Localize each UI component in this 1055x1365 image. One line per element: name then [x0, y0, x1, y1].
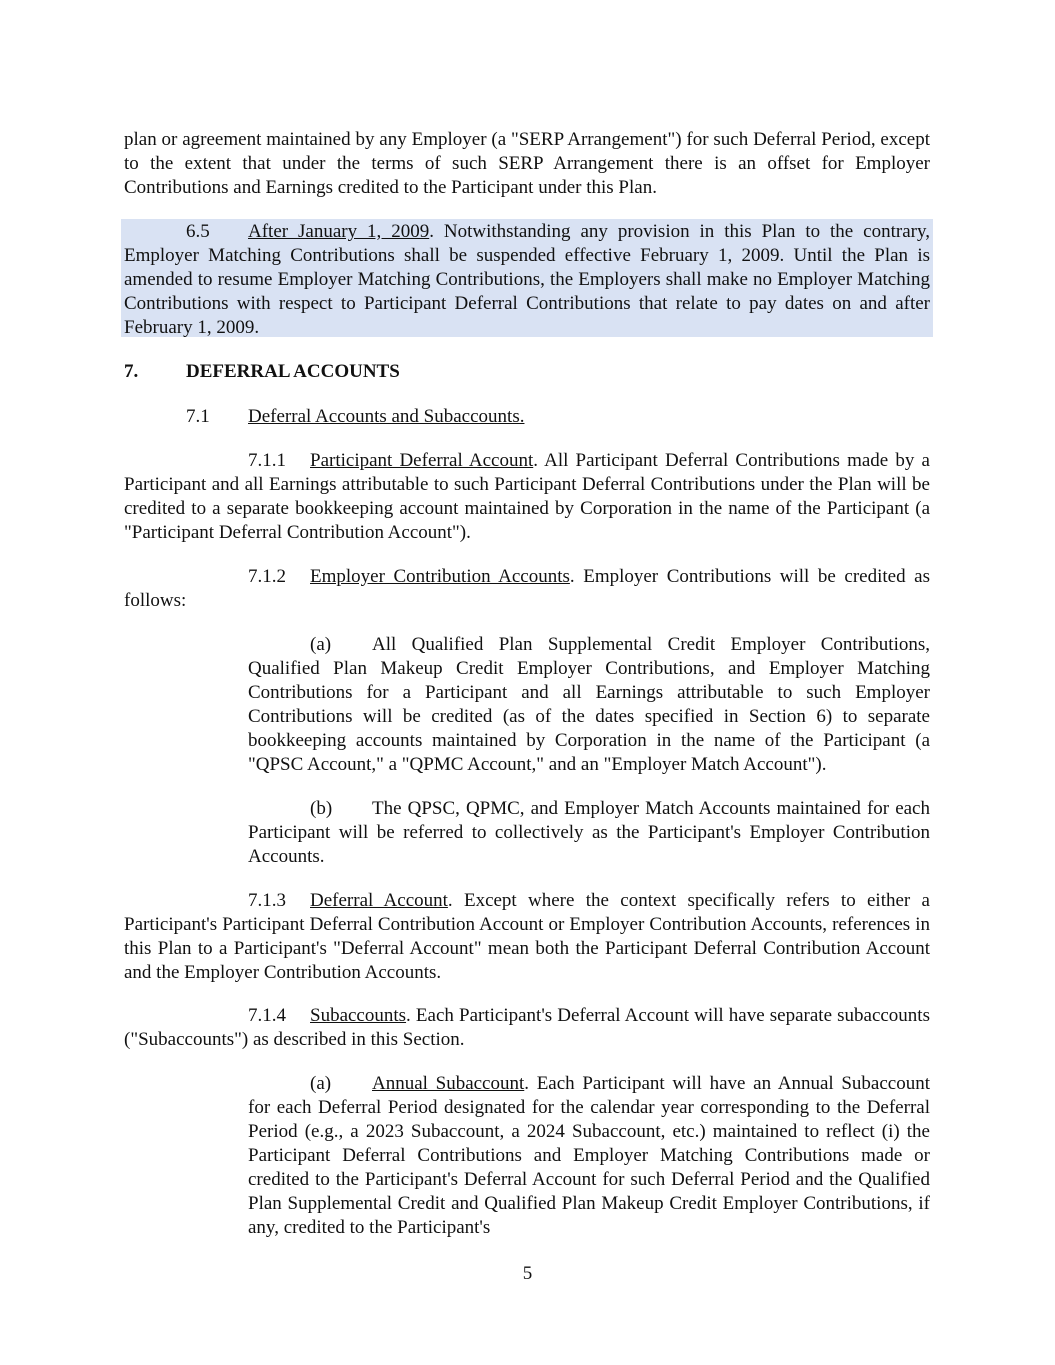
section-7-1-4 — [124, 1004, 930, 1052]
section-7-1-2-b — [248, 797, 930, 869]
paragraph-serp-continuation — [124, 128, 930, 200]
item-text: The QPSC, QPMC, and Employer Match Accounts maintained for each Participant will be referred to collectively as the Participant's Employer Contribution Accounts. — [248, 798, 930, 867]
section-title: Subaccounts — [310, 1005, 407, 1026]
section-title: Employer Contribution Accounts — [310, 566, 570, 587]
section-title: Deferral Account — [310, 890, 448, 911]
section-number: 7.1 — [186, 406, 210, 427]
section-number: 6.5 — [186, 221, 210, 242]
section-7-1-1 — [124, 449, 930, 545]
section-7-1-2 — [124, 565, 930, 613]
section-number: 7.1.1 — [248, 450, 286, 471]
section-title: After January 1, 2009 — [248, 221, 430, 242]
item-title: Annual Subaccount — [372, 1073, 525, 1094]
section-title: DEFERRAL ACCOUNTS — [186, 361, 400, 382]
section-number: 7. — [124, 361, 139, 382]
item-label: (a) — [310, 1073, 332, 1094]
section-text: . Each Participant's Deferral Account will have separate subaccounts ("Subaccounts") as described in this Section. — [124, 1005, 930, 1050]
section-number: 7.1.4 — [248, 1005, 286, 1026]
section-7-1-heading — [186, 405, 524, 429]
section-title: Deferral Accounts and Subaccounts. — [248, 406, 525, 427]
section-number: 7.1.3 — [248, 890, 286, 911]
section-text: . Except where the context specifically refers to either a Participant's Participant Deferral Contribution Account or Employer Contribution Accounts, references in this Plan to a Participant's "Deferral Account" mean both the Participant Deferral Contribution Account and the Employer Contribution Accounts. — [124, 890, 930, 983]
item-label: (b) — [310, 798, 333, 819]
item-text: . Each Participant will have an Annual Subaccount for each Deferral Period designated for the calendar year corresponding to the Deferral Period (e.g., a 2023 Subaccount, a 2024 Subaccount, etc.) maintained to reflect (i) the Participant Deferral Contributions and Employer Matching Contributions made or credited to the Participant's Deferral Account for such Deferral Period and the Qualified Plan Supplemental Credit and Qualified Plan Makeup Credit Employer Contributions, if any, credited to the Participant's — [248, 1073, 930, 1238]
page-number: 5 — [522, 1263, 533, 1284]
section-7-1-4-a — [248, 1072, 930, 1240]
item-text: All Qualified Plan Supplemental Credit Employer Contributions, Qualified Plan Makeup Credit Employer Contributions, and Employer Matching Contributions for a Participant and all Earnings attributable to such Employer Contributions will be credited (as of the dates specified in Section 6) to separate bookkeeping accounts maintained by Corporation in the name of the Participant (a "QPSC Account," a "QPMC Account," and an "Employer Match Account"). — [248, 634, 930, 775]
section-6-5 — [124, 220, 930, 340]
section-7-1-2-a — [248, 633, 930, 777]
section-number: 7.1.2 — [248, 566, 286, 587]
section-7-heading — [124, 360, 400, 384]
section-7-1-3 — [124, 889, 930, 985]
section-text: . Notwithstanding any provision in this Plan to the contrary, Employer Matching Contributions shall be suspended effective February 1, 2009. Until the Plan is amended to resume Employer Matching Contributions, the Employers shall make no Employer Matching Contributions with respect to Participant Deferral Contributions that relate to pay dates on and after February 1, 2009. — [124, 221, 930, 338]
section-text: . Employer Contributions will be credited as follows: — [124, 566, 930, 611]
paragraph-text: plan or agreement maintained by any Employer (a "SERP Arrangement") for such Deferral Period, except to the extent that under the terms of such SERP Arrangement there is an offset for Employer Contributions and Earnings credited to the Participant under this Plan. — [124, 129, 930, 198]
section-text: . All Participant Deferral Contributions made by a Participant and all Earnings attributable to such Participant Deferral Contributions under the Plan will be credited to a separate bookkeeping account maintained by Corporation in the name of the Participant (a "Participant Deferral Contribution Account"). — [124, 450, 930, 543]
section-title: Participant Deferral Account — [310, 450, 534, 471]
item-label: (a) — [310, 634, 332, 655]
